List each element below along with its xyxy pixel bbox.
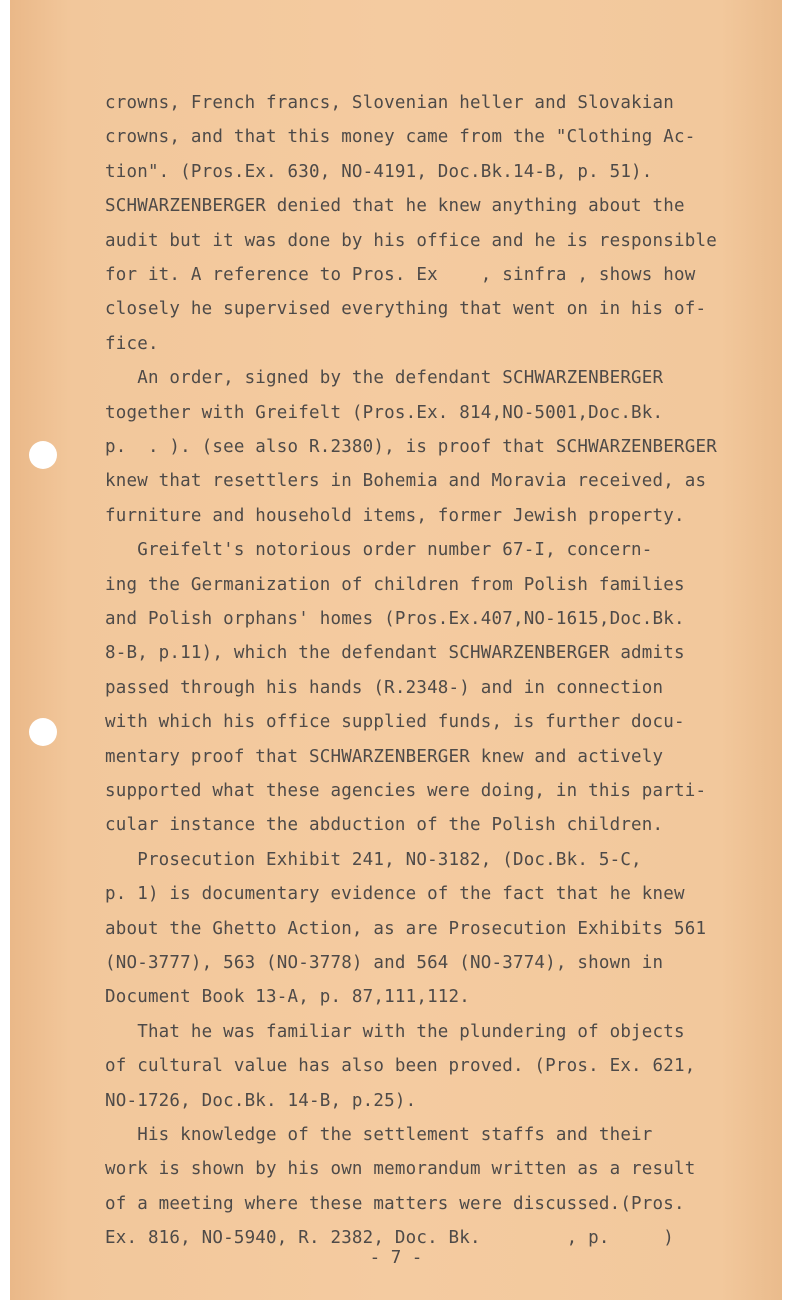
text-line: That he was familiar with the plundering of objects (105, 1021, 685, 1042)
punch-hole (29, 441, 57, 469)
text-line: Prosecution Exhibit 241, NO-3182, (Doc.Bk. 5-C, (105, 849, 642, 870)
text-line: p. 1) is documentary evidence of the fact that he knew (105, 884, 685, 905)
body-text (105, 88, 717, 1249)
text-line: SCHWARZENBERGER denied that he knew anything about the (105, 196, 685, 217)
text-line: 8-B, p.11), which the defendant SCHWARZENBERGER admits (105, 643, 685, 664)
text-line: crowns, French francs, Slovenian heller and Slovakian (105, 93, 675, 113)
document-page (10, 0, 782, 1300)
text-line: tion". (Pros.Ex. 630, NO-4191, Doc.Bk.14-B, p. 51). (105, 161, 653, 182)
text-line: of a meeting where these matters were discussed.(Pros. (105, 1193, 685, 1214)
text-line: together with Greifelt (Pros.Ex. 814,NO-5001,Doc.Bk. (105, 402, 664, 423)
text-line: audit but it was done by his office and he is responsible (105, 230, 717, 251)
text-line: supported what these agencies were doing, in this parti- (105, 781, 707, 801)
punch-hole (29, 718, 57, 746)
page-number: - 7 - (369, 1248, 423, 1268)
text-line: His knowledge of the settlement staffs and their (105, 1125, 653, 1145)
text-line: and Polish orphans' homes (Pros.Ex.407,NO-1615,Doc.Bk. (105, 609, 685, 629)
text-line: work is shown by his own memorandum written as a result (105, 1159, 696, 1180)
text-line: passed through his hands (R.2348-) and in connection (105, 677, 664, 698)
text-line: p. . ). (see also R.2380), is proof that SCHWARZENBERGER (105, 437, 717, 457)
text-line: mentary proof that SCHWARZENBERGER knew and actively (105, 746, 664, 767)
text-line: Document Book 13-A, p. 87,111,112. (105, 987, 471, 1008)
text-line: Greifelt's notorious order number 67-I, concern- (105, 540, 653, 561)
text-line: (NO-3777), 563 (NO-3778) and 564 (NO-3774), shown in (105, 953, 664, 973)
text-line: knew that resettlers in Bohemia and Moravia received, as (105, 471, 707, 492)
text-line: fice. (105, 333, 159, 354)
text-line: cular instance the abduction of the Polish children. (105, 815, 664, 836)
text-line: Ex. 816, NO-5940, R. 2382, Doc. Bk. , p. ) (105, 1228, 675, 1249)
text-line: An order, signed by the defendant SCHWARZENBERGER (105, 368, 664, 389)
text-line: with which his office supplied funds, is further docu- (105, 712, 685, 733)
text-line: furniture and household items, former Jewish property. (105, 505, 685, 526)
text-line: of cultural value has also been proved. (Pros. Ex. 621, (105, 1056, 696, 1077)
text-line: closely he supervised everything that went on in his of- (105, 299, 707, 320)
text-line: ing the Germanization of children from Polish families (105, 574, 685, 595)
text-line: crowns, and that this money came from the "Clothing Ac- (105, 127, 696, 148)
text-line: NO-1726, Doc.Bk. 14-B, p.25). (105, 1090, 417, 1111)
text-line: for it. A reference to Pros. Ex , sinfra , shows how (105, 265, 696, 285)
text-line: about the Ghetto Action, as are Prosecution Exhibits 561 (105, 918, 707, 939)
